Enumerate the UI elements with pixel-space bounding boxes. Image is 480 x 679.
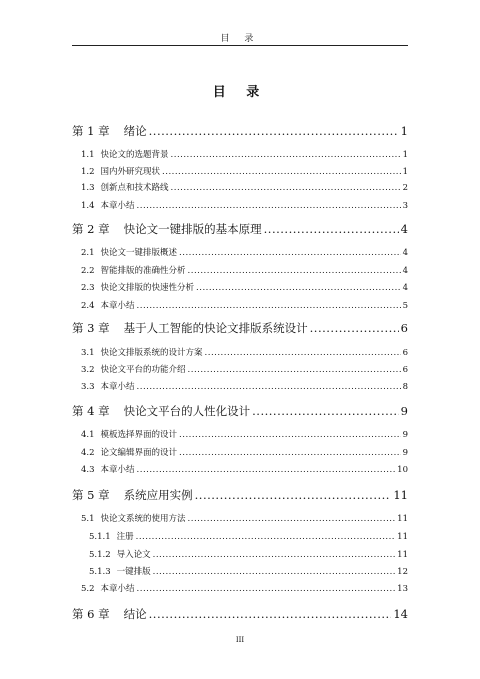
toc-entry-number: 4.2 [81, 448, 95, 458]
toc-entry-chapter[interactable] [72, 123, 408, 139]
toc-leader-dots [153, 567, 396, 577]
toc-entry-label: 本章小结 [100, 301, 135, 311]
toc-leader-dots [153, 550, 396, 560]
toc-entry-page: 2 [402, 183, 408, 193]
toc-entry-page: 14 [393, 607, 408, 621]
toc-leader-dots [188, 266, 401, 276]
toc-leader-dots [136, 532, 396, 542]
toc-entry-number: 5.1.1 [89, 532, 111, 542]
toc-entry-section[interactable] [72, 346, 408, 358]
toc-entry-page: 1 [402, 150, 408, 160]
toc-entry-subsection[interactable] [72, 548, 408, 560]
toc-leader-dots [179, 248, 401, 258]
toc-entry-label: 基于人工智能的快论文排版系统设计 [123, 321, 308, 335]
toc-entry-number: 4.3 [81, 465, 95, 475]
toc-entry-label: 快论文系统的使用方法 [100, 514, 186, 524]
toc-entry-section[interactable] [72, 446, 408, 458]
toc-entry-page: 12 [397, 567, 408, 577]
toc-entry-label: 模板选择界面的设计 [100, 430, 178, 440]
toc-entry-number: 3.1 [81, 348, 95, 358]
toc-entry-section[interactable] [72, 181, 408, 193]
toc-entry-label: 一键排版 [116, 567, 151, 577]
toc-entry-number: 2.2 [81, 266, 95, 276]
toc-leader-dots [195, 488, 392, 502]
toc-leader-dots [149, 124, 399, 138]
toc-entry-number: 5.1.2 [89, 550, 111, 560]
toc-entry-number: 1.1 [81, 150, 95, 160]
toc-leader-dots [252, 404, 399, 418]
toc-entry-page: 6 [402, 348, 408, 358]
toc-entry-number: 5.1 [81, 514, 95, 524]
toc-entry-number: 3.3 [81, 382, 95, 392]
toc-entry-label: 本章小结 [100, 465, 135, 475]
toc-entry-page: 8 [402, 382, 408, 392]
toc-entry-chapter[interactable] [72, 606, 408, 622]
toc-entry-subsection[interactable] [72, 530, 408, 542]
toc-entry-page: 4 [400, 222, 408, 236]
toc-entry-number: 第 6 章 [72, 607, 110, 621]
toc-leader-dots [264, 222, 399, 236]
toc-entry-number: 4.1 [81, 430, 95, 440]
toc-leader-dots [205, 348, 401, 358]
toc-entry-page: 11 [397, 532, 408, 542]
toc-leader-dots [188, 514, 396, 524]
toc-leader-dots [137, 201, 401, 211]
toc-entry-number: 第 4 章 [72, 404, 110, 418]
toc-entry-label: 本章小结 [100, 382, 135, 392]
toc-entry-page: 11 [397, 514, 408, 524]
toc-entry-section[interactable] [72, 199, 408, 211]
toc-entry-section[interactable] [72, 512, 408, 524]
toc-entry-number: 第 2 章 [72, 222, 110, 236]
toc-entry-chapter[interactable] [72, 320, 408, 336]
toc-entry-page: 10 [397, 465, 408, 475]
toc-entry-label: 本章小结 [100, 201, 135, 211]
toc-leader-dots [310, 321, 399, 335]
toc-entry-page: 1 [400, 124, 408, 138]
toc-entry-number: 第 3 章 [72, 321, 110, 335]
toc-entry-page: 4 [402, 283, 408, 293]
toc-entry-page: 11 [397, 550, 408, 560]
running-header: 目 录 [220, 34, 260, 44]
toc-entry-page: 4 [402, 248, 408, 258]
toc-entry-label: 绪论 [123, 124, 147, 138]
toc-entry-section[interactable] [72, 299, 408, 311]
toc-entry-page: 9 [402, 448, 408, 458]
toc-entry-page: 9 [402, 430, 408, 440]
toc-leader-dots [188, 365, 401, 375]
toc-entry-chapter[interactable] [72, 221, 408, 237]
toc-entry-page: 5 [402, 301, 408, 311]
toc-entry-section[interactable] [72, 428, 408, 440]
toc-leader-dots [137, 301, 401, 311]
toc-entry-label: 快论文一键排版的基本原理 [123, 222, 262, 236]
header-rule [72, 45, 408, 46]
toc-entry-section[interactable] [72, 165, 408, 177]
toc-entry-subsection[interactable] [72, 565, 408, 577]
toc-entry-label: 快论文排版的快速性分析 [100, 283, 195, 293]
toc-entry-label: 快论文平台的功能介绍 [100, 365, 186, 375]
toc-entry-number: 5.2 [81, 584, 95, 594]
toc-leader-dots [137, 382, 401, 392]
toc-entry-label: 快论文一键排版概述 [100, 248, 178, 258]
toc-entry-page: 6 [402, 365, 408, 375]
toc-entry-page: 9 [400, 404, 408, 418]
toc-entry-label: 快论文平台的人性化设计 [123, 404, 251, 418]
toc-entry-number: 2.1 [81, 248, 95, 258]
toc-entry-label: 系统应用实例 [123, 488, 193, 502]
page-number: III [235, 636, 245, 644]
toc-entry-label: 本章小结 [100, 584, 135, 594]
toc-entry-label: 注册 [116, 532, 134, 542]
toc-entry-section[interactable] [72, 363, 408, 375]
toc-entry-number: 2.4 [81, 301, 95, 311]
toc-entry-number: 第 1 章 [72, 124, 110, 138]
toc-entry-label: 论文编辑界面的设计 [100, 448, 178, 458]
toc-entry-chapter[interactable] [72, 403, 408, 419]
toc-entry-section[interactable] [72, 463, 408, 475]
toc-entry-label: 快论文的选题背景 [100, 150, 169, 160]
toc-entry-number: 第 5 章 [72, 488, 110, 502]
toc-leader-dots [137, 584, 396, 594]
toc-leader-dots [171, 183, 401, 193]
toc-entry-label: 智能排版的准确性分析 [100, 266, 186, 276]
toc-entry-section[interactable] [72, 582, 408, 594]
toc-entry-label: 结论 [123, 607, 147, 621]
toc-entry-section[interactable] [72, 246, 408, 258]
toc-entry-label: 导入论文 [116, 550, 151, 560]
toc-entry-page: 6 [400, 321, 408, 335]
toc-entry-number: 5.1.3 [89, 567, 111, 577]
toc-entry-label: 快论文排版系统的设计方案 [100, 348, 203, 358]
toc-leader-dots [171, 150, 401, 160]
toc-entry-section[interactable] [72, 380, 408, 392]
toc-leader-dots [196, 283, 401, 293]
toc-entry-page: 3 [402, 201, 408, 211]
toc-entry-number: 1.4 [81, 201, 95, 211]
toc-entry-page: 11 [393, 488, 408, 502]
toc-entry-page: 4 [402, 266, 408, 276]
toc-entry-number: 1.2 [81, 167, 95, 177]
toc-entry-label: 国内外研究现状 [100, 167, 161, 177]
toc-leader-dots [137, 465, 396, 475]
toc-leader-dots [179, 430, 401, 440]
toc-entry-section[interactable] [72, 281, 408, 293]
toc-leader-dots [149, 607, 392, 621]
toc-entry-chapter[interactable] [72, 487, 408, 503]
toc-leader-dots [162, 167, 401, 177]
toc-entry-number: 3.2 [81, 365, 95, 375]
toc-entry-section[interactable] [72, 148, 408, 160]
toc-leader-dots [179, 448, 401, 458]
toc-entry-number: 2.3 [81, 283, 95, 293]
page-title: 目 录 [212, 85, 268, 100]
toc-entry-label: 创新点和技术路线 [100, 183, 169, 193]
toc-entry-section[interactable] [72, 264, 408, 276]
toc-entry-number: 1.3 [81, 183, 95, 193]
toc-entry-page: 1 [402, 167, 408, 177]
toc-entry-page: 13 [397, 584, 408, 594]
